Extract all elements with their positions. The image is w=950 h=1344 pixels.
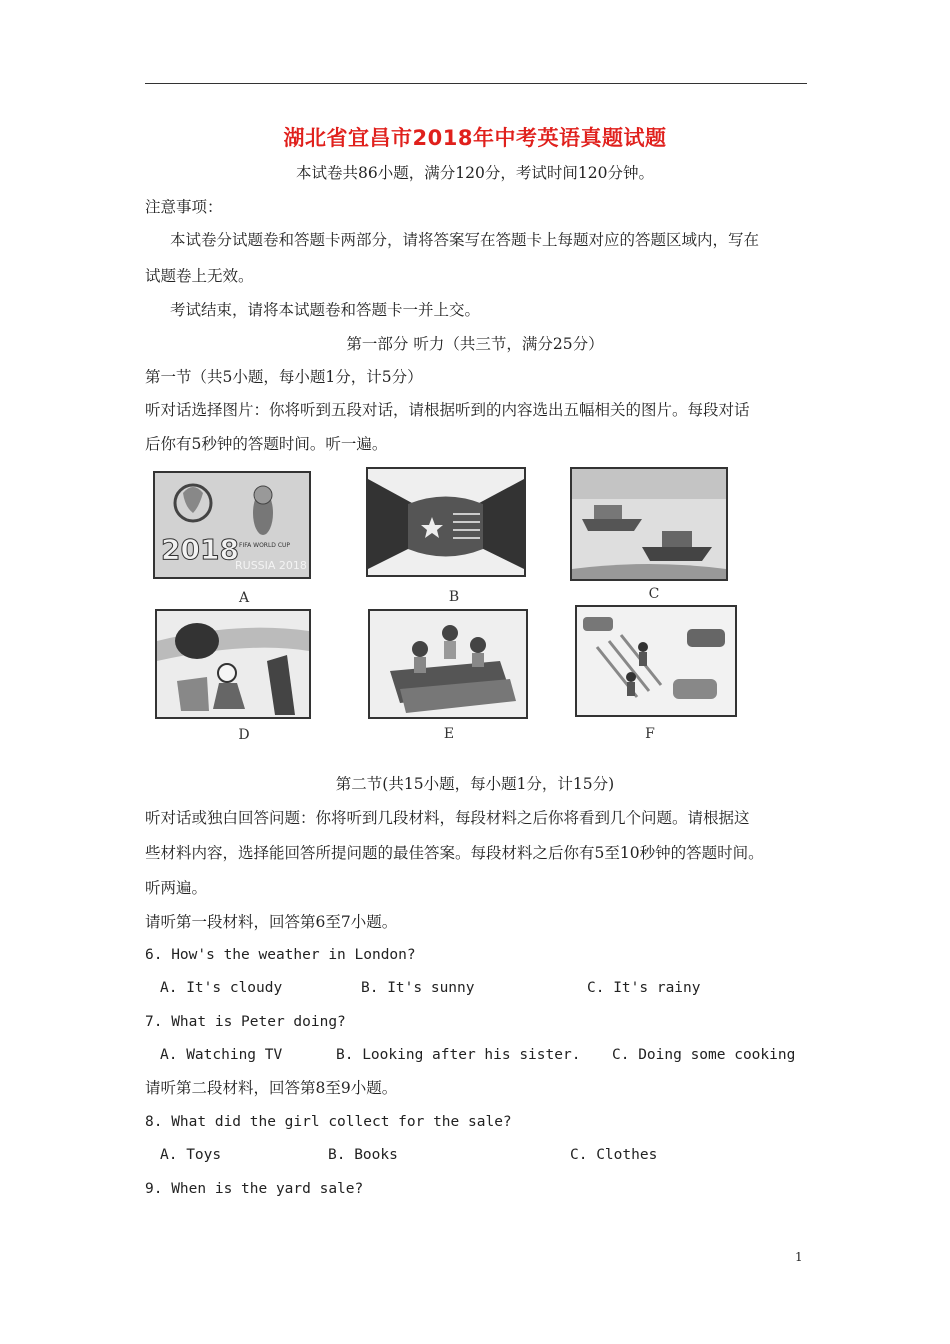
q8-option-c: C. Clothes <box>570 1147 658 1163</box>
picture-f-street <box>575 605 737 717</box>
picture-a-year: 2018 <box>161 533 239 566</box>
section2-instr-line1: 听对话或独白回答问题：你将听到几段材料，每段材料之后你将看到几个问题。请根据这 <box>145 809 750 827</box>
part1-heading: 第一部分 听力（共三节，满分25分） <box>346 335 604 353</box>
picture-a-world-cup <box>153 471 311 579</box>
picture-b-handshake <box>366 467 526 577</box>
picture-d-cartoon <box>155 609 311 719</box>
handshake-flags-icon <box>368 469 524 575</box>
section2-instr-line3: 听两遍。 <box>145 879 208 897</box>
q6-option-a: A. It's cloudy <box>160 980 283 996</box>
caption-d: D <box>238 727 250 743</box>
section2-heading: 第二节(共15小题，每小题1分，计15分) <box>335 775 615 793</box>
section1-instr-line2: 后你有5秒钟的答题时间。听一遍。 <box>145 435 388 453</box>
children-on-books-icon <box>370 611 526 717</box>
notice-1-line2: 试题卷上无效。 <box>145 267 254 285</box>
page-title: 湖北省宜昌市2018年中考英语真题试题 <box>283 126 667 150</box>
q6-question: 6. How's the weather in London? <box>145 947 416 963</box>
q8-question: 8. What did the girl collect for the sale? <box>145 1114 512 1130</box>
caption-c: C <box>648 586 660 602</box>
q6-option-b: B. It's sunny <box>361 980 475 996</box>
picture-a-cup: FIFA WORLD CUP <box>239 542 291 549</box>
caption-b: B <box>448 589 460 605</box>
subtitle: 本试卷共86小题，满分120分，考试时间120分钟。 <box>296 164 654 182</box>
picture-a-russia: RUSSIA 2018 <box>235 559 307 572</box>
notice-2: 考试结束，请将本试题卷和答题卡一并上交。 <box>170 301 481 319</box>
q8-option-b: B. Books <box>328 1147 398 1163</box>
section1-instr-line1: 听对话选择图片：你将听到五段对话，请根据听到的内容选出五幅相关的图片。每段对话 <box>145 401 750 419</box>
cartoon-burden-icon <box>157 611 309 717</box>
header-rule <box>145 83 807 84</box>
caption-f: F <box>645 726 655 742</box>
picture-e-books <box>368 609 528 719</box>
q6-option-c: C. It's rainy <box>587 980 701 996</box>
material-1: 请听第一段材料，回答第6至7小题。 <box>145 913 398 931</box>
material-2: 请听第二段材料，回答第8至9小题。 <box>145 1079 398 1097</box>
notice-1-line1: 本试卷分试题卷和答题卡两部分，请将答案写在答题卡上每题对应的答题区域内，写在 <box>170 231 760 249</box>
q8-option-a: A. Toys <box>160 1147 222 1163</box>
world-cup-logo-icon <box>155 473 309 577</box>
section2-instr-line2: 些材料内容，选择能回答所提问题的最佳答案。每段材料之后你有5至10秒钟的答题时间。 <box>145 844 764 862</box>
q7-option-a: A. Watching TV <box>160 1047 283 1063</box>
q7-option-b: B. Looking after his sister. <box>336 1047 581 1063</box>
river-boats-icon <box>572 469 726 579</box>
q9-question: 9. When is the yard sale? <box>145 1181 364 1197</box>
caption-a: A <box>238 590 250 606</box>
page-number: 1 <box>795 1250 803 1264</box>
q7-option-c: C. Doing some cooking <box>612 1047 796 1063</box>
caption-e: E <box>443 726 455 742</box>
street-crossing-icon <box>577 607 735 715</box>
q7-question: 7. What is Peter doing? <box>145 1014 346 1030</box>
section1-heading: 第一节（共5小题，每小题1分，计5分） <box>145 368 423 386</box>
notice-heading: 注意事项： <box>145 198 223 216</box>
picture-c-boats <box>570 467 728 581</box>
